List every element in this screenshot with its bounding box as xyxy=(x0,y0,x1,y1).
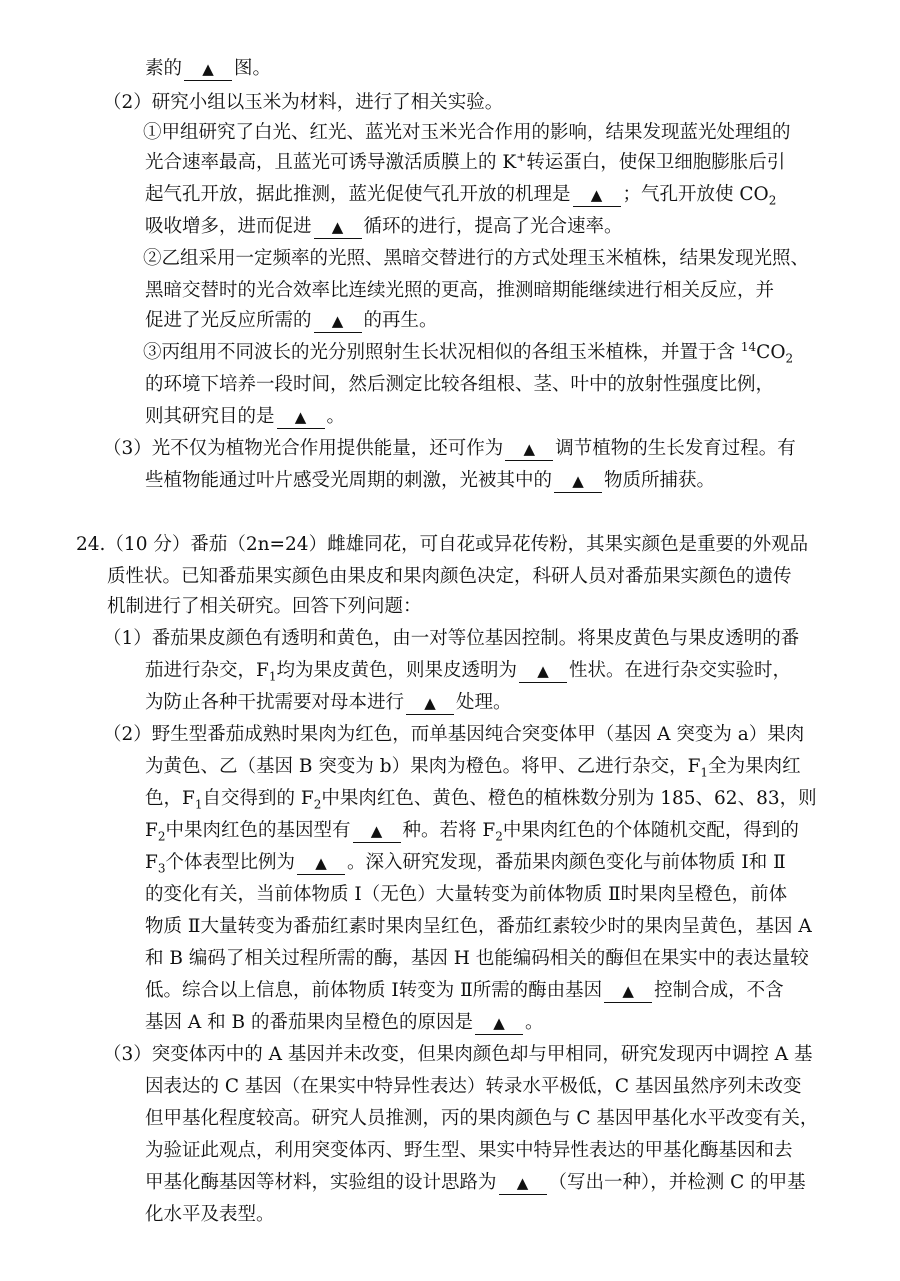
q23-2-1-line-2: 光合速率最高，且蓝光可诱导激活质膜上的 K+转运蛋白，使保卫细胞膨胀后引 xyxy=(145,149,786,173)
answer-blank[interactable]: ▲ xyxy=(184,58,232,81)
answer-blank[interactable]: ▲ xyxy=(297,852,345,875)
answer-blank[interactable]: ▲ xyxy=(499,1172,547,1195)
answer-blank[interactable]: ▲ xyxy=(314,310,362,333)
answer-blank[interactable]: ▲ xyxy=(475,1012,523,1035)
q23-part-2-heading: （2）研究小组以玉米为材料，进行了相关实验。 xyxy=(103,92,504,113)
q23-2-3-line-2: 的环境下培养一段时间，然后测定比较各组根、茎、叶中的放射性强度比例， xyxy=(145,374,775,395)
q23-2-3-line-3: 则其研究目的是 ▲ 。 xyxy=(145,406,346,427)
q24-part-1-line-3: 为防止各种干扰需要对母本进行 ▲ 处理。 xyxy=(145,692,512,713)
q24-part-2-line-7: 物质 Ⅱ大量转变为番茄红素时果肉呈红色，番茄红素较少时的果肉呈黄色，基因 A xyxy=(145,916,812,937)
q24-part-3-line-6: 化水平及表型。 xyxy=(145,1204,275,1225)
q23-2-2-line-2: 黑暗交替时的光合效率比连续光照的更高，推测暗期能继续进行相关反应，并 xyxy=(145,280,775,301)
q23-2-2-line-1: ②乙组采用一定频率的光照、黑暗交替进行的方式处理玉米植株，结果发现光照、 xyxy=(143,248,810,269)
q23-part-3-line-1: （3）光不仅为植物光合作用提供能量，还可作为 ▲ 调节植物的生长发育过程。有 xyxy=(103,438,796,459)
q23-2-3-line-1: ③丙组用不同波长的光分别照射生长状况相似的各组玉米植株，并置于含 $^{14}CO_2$ xyxy=(143,339,794,366)
q24-part-2-line-5: $F_3$个体表型比例为 ▲ 。深入研究发现，番茄果肉颜色变化与前体物质 Ⅰ和 Ⅱ xyxy=(145,852,786,876)
q24-part-1-line-1: （1）番茄果皮颜色有透明和黄色，由一对等位基因控制。将果皮黄色与果皮透明的番 xyxy=(103,628,800,649)
answer-blank[interactable]: ▲ xyxy=(519,660,567,683)
q24-part-3-line-5: 甲基化酶基因等材料，实验组的设计思路为 ▲ （写出一种），并检测 C 的甲基 xyxy=(145,1172,806,1193)
answer-blank[interactable]: ▲ xyxy=(604,980,652,1003)
answer-blank[interactable]: ▲ xyxy=(314,216,362,239)
q23-line-0: 素的 ▲ 图。 xyxy=(145,58,272,79)
q23-2-1-line-4: 吸收增多，进而促进 ▲ 循环的进行，提高了光合速率。 xyxy=(145,216,623,237)
q24-part-2-line-8: 和 B 编码了相关过程所需的酶，基因 H 也能编码相关的酶但在果实中的表达量较 xyxy=(145,948,809,969)
q24-part-2-line-3: 色，$F_1$自交得到的 $F_2$中果肉红色、黄色、橙色的植株数分别为 185、62、83，则 xyxy=(145,788,817,812)
q24-part-1-line-2: 茄进行杂交，$F_1$均为果皮黄色，则果皮透明为 ▲ 性状。在进行杂交实验时， xyxy=(145,660,792,684)
q24-part-2-line-4: $F_2$中果肉红色的基因型有 ▲ 种。若将 $F_2$中果肉红色的个体随机交配，得到的 xyxy=(145,820,799,844)
answer-blank[interactable]: ▲ xyxy=(573,184,621,207)
q24-part-2-line-6: 的变化有关，当前体物质 Ⅰ（无色）大量转变为前体物质 Ⅱ时果肉呈橙色，前体 xyxy=(145,884,788,905)
q24-part-2-line-9: 低。综合以上信息，前体物质 Ⅰ转变为 Ⅱ所需的酶由基因 ▲ 控制合成，不含 xyxy=(145,980,784,1001)
q23-2-2-line-3: 促进了光反应所需的 ▲ 的再生。 xyxy=(145,310,438,331)
answer-blank[interactable]: ▲ xyxy=(505,438,553,461)
q24-part-3-line-2: 因表达的 C 基因（在果实中特异性表达）转录水平极低，C 基因虽然序列未改变 xyxy=(145,1076,802,1097)
answer-blank[interactable]: ▲ xyxy=(406,692,454,715)
answer-blank[interactable]: ▲ xyxy=(353,820,401,843)
q24-stem-line-2: 质性状。已知番茄果实颜色由果皮和果肉颜色决定，科研人员对番茄果实颜色的遗传 xyxy=(107,566,792,587)
q23-part-3-line-2: 些植物能通过叶片感受光周期的刺激，光被其中的 ▲ 物质所捕获。 xyxy=(145,470,716,491)
q24-part-2-line-2: 为黄色、乙（基因 B 突变为 b）果肉为橙色。将甲、乙进行杂交，$F_1$全为果肉红 xyxy=(145,756,801,780)
answer-blank[interactable]: ▲ xyxy=(554,470,602,493)
q23-2-1-line-1: ①甲组研究了白光、红光、蓝光对玉米光合作用的影响，结果发现蓝光处理组的 xyxy=(143,122,791,143)
q24-part-3-line-1: （3）突变体丙中的 A 基因并未改变，但果肉颜色却与甲相同，研究发现丙中调控 A 基 xyxy=(103,1044,813,1065)
q24-part-2-line-10: 基因 A 和 B 的番茄果肉呈橙色的原因是 ▲ 。 xyxy=(145,1012,544,1033)
q23-2-1-line-3: 起气孔开放，据此推测，蓝光促使气孔开放的机理是 ▲ ；气孔开放使 $CO_2$ xyxy=(145,184,777,208)
q24-part-3-line-3: 但甲基化程度较高。研究人员推测，丙的果肉颜色与 C 基因甲基化水平改变有关， xyxy=(145,1108,819,1129)
q24-stem-line-1: 24.（10 分）番茄（2n=24）雌雄同花，可自花或异花传粉，其果实颜色是重要的外观品 xyxy=(76,534,809,555)
q24-part-2-line-1: （2）野生型番茄成熟时果肉为红色，而单基因纯合突变体甲（基因 A 突变为 a）果肉 xyxy=(103,724,805,745)
q24-stem-line-3: 机制进行了相关研究。回答下列问题： xyxy=(107,596,422,617)
q24-part-3-line-4: 为验证此观点，利用突变体丙、野生型、果实中特异性表达的甲基化酶基因和去 xyxy=(145,1140,793,1161)
answer-blank[interactable]: ▲ xyxy=(277,406,325,429)
